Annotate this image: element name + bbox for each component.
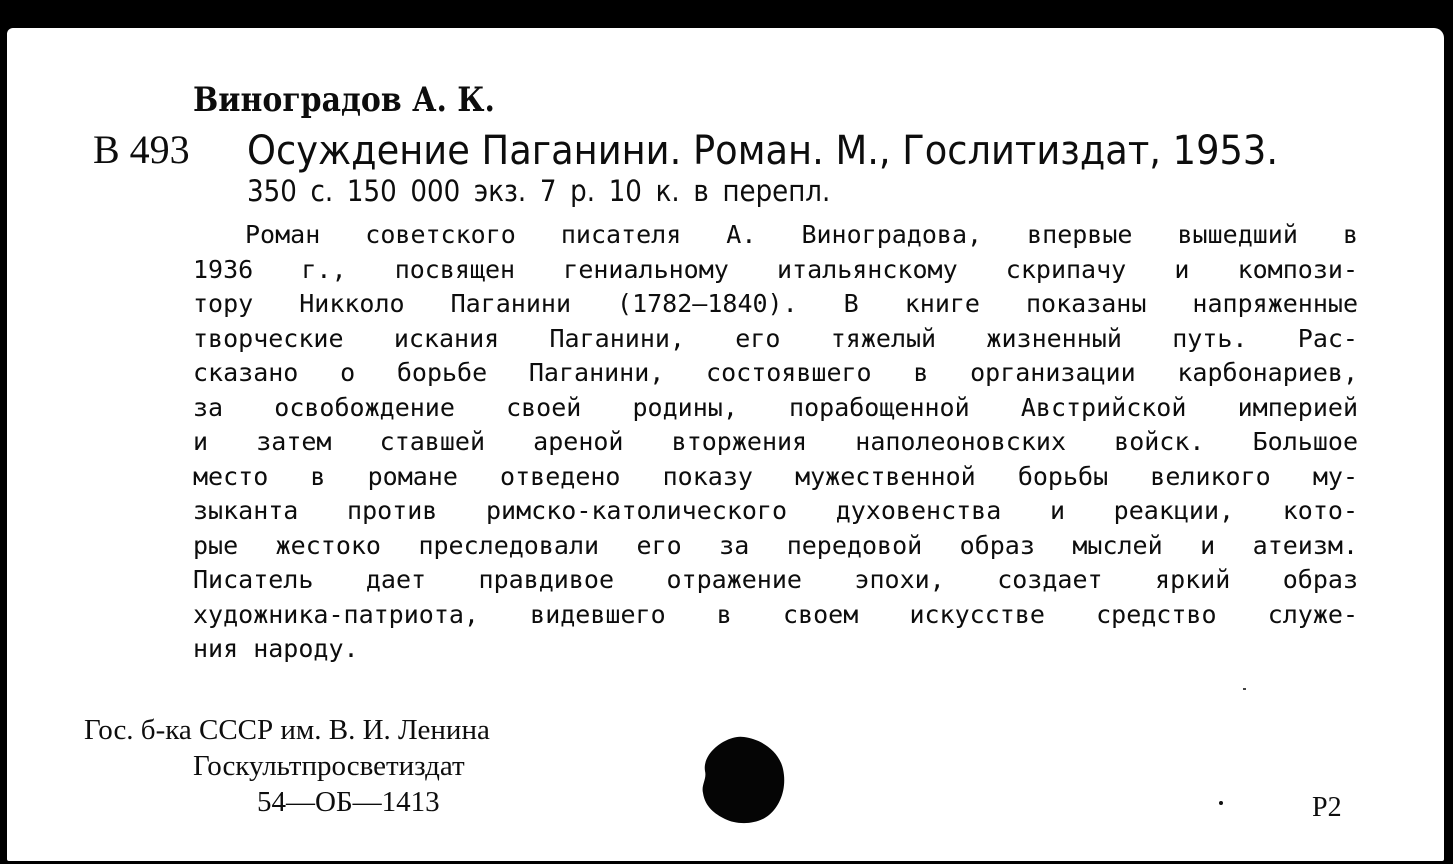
annotation-line: 1936 г., посвящен гениальному итальянскому скрипачу и компози- [193,254,1358,284]
annotation-line: художника-патриота, видевшего в своем искусстве средство служе- [193,599,1358,629]
annotation-line: сказано о борьбе Паганини, состоявшего в организации карбонариев, [193,358,1358,387]
library-name: Гос. б-ка СССР им. В. И. Ленина [84,714,490,746]
annotation-paragraph [193,218,1358,667]
ink-dot [1219,801,1223,805]
annotation-line: за освобождение своей родины, порабощенной Австрийской империей [193,392,1358,422]
card-number: 54—ОБ—1413 [257,786,440,818]
collation-line: 350 с. 150 000 экз. 7 р. 10 к. в перепл. [247,174,831,208]
annotation-line: творческие искания Паганини, его тяжелый жизненный путь. Рас- [193,323,1358,353]
annotation-line: и затем ставшей ареной вторжения наполеоновских войск. Большое [193,427,1358,456]
annotation-line: место в романе отведено показу мужественной борьбы великого му- [193,461,1358,491]
annotation-line: Роман советского писателя А. Виноградова, впервые вышедший в [245,220,1358,249]
annotation-line: зыканта против римско-католического духовенства и реакции, кото- [193,496,1358,525]
catalog-card [7,28,1444,861]
scan-edge-shading [0,0,1453,30]
call-number: В 493 [93,127,190,172]
author-heading: Виноградов А. К. [193,80,495,120]
annotation-line: Писатель дает правдивое отражение эпохи, создает яркий образ [193,565,1358,594]
annotation-line: тору Никколо Паганини (1782—1840). В книге показаны напряженные [193,289,1358,318]
ink-speck [1243,688,1246,690]
punch-hole-mark [697,733,792,828]
annotation-line: рые жестоко преследовали его за передовой образ мыслей и атеизм. [193,530,1358,560]
title-imprint-line: Осуждение Паганини. Роман. М., Гослитиздат, 1953. [247,128,1279,174]
annotation-line: ния народу. [193,634,359,663]
catalog-code: Р2 [1312,792,1342,823]
publisher-name: Госкультпросветиздат [193,750,465,782]
